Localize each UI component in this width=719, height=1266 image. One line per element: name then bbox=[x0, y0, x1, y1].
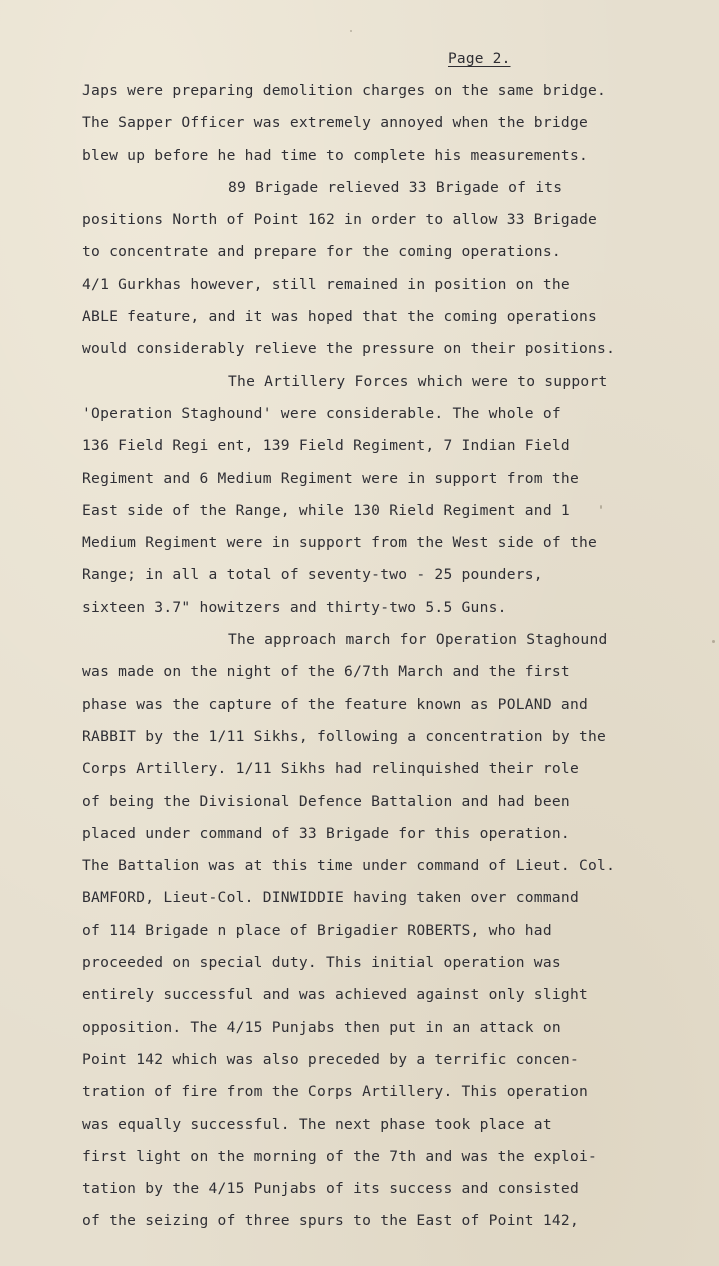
text-line: entirely successful and was achieved against only slight bbox=[82, 986, 589, 1004]
text-line: BAMFORD, Lieut-Col. DINWIDDIE having taken over command bbox=[82, 889, 579, 907]
text-line: Japs were preparing demolition charges on the same bridge. bbox=[82, 82, 607, 99]
text-line: blew up before he had time to complete his measurements. bbox=[82, 146, 589, 164]
text-line: was equally successful. The next phase took place at bbox=[82, 1115, 552, 1133]
text-line: East side of the Range, while 130 Rield Regiment and 1 bbox=[82, 501, 570, 519]
text-line: 'Operation Staghound' were considerable. The whole of bbox=[82, 404, 561, 422]
text-line: RABBIT by the 1/11 Sikhs, following a concentration by the bbox=[82, 727, 607, 745]
text-line: Regiment and 6 Medium Regiment were in support from the bbox=[82, 469, 579, 487]
paper-speck bbox=[712, 640, 715, 643]
text-line: The Battalion was at this time under command of Lieut. Col. bbox=[82, 857, 616, 875]
text-line: 4/1 Gurkhas however, still remained in position on the bbox=[82, 275, 570, 293]
text-line: to concentrate and prepare for the coming operations. bbox=[82, 243, 561, 261]
text-line: would considerably relieve the pressure on their positions. bbox=[82, 340, 616, 358]
text-line: The Artillery Forces which were to support bbox=[228, 372, 608, 390]
text-line: tration of fire from the Corps Artillery. This operation bbox=[82, 1083, 589, 1101]
text-line: placed under command of 33 Brigade for this operation. bbox=[82, 824, 570, 842]
text-line: positions North of Point 162 in order to allow 33 Brigade bbox=[82, 211, 598, 229]
text-line: of being the Divisional Defence Battalion and had been bbox=[82, 792, 570, 810]
text-line: Point 142 which was also preceded by a terrific concen- bbox=[82, 1050, 579, 1068]
paper-speck bbox=[600, 505, 602, 509]
text-line: The approach march for Operation Staghound bbox=[228, 631, 608, 649]
text-line: Corps Artillery. 1/11 Sikhs had relinquished their role bbox=[82, 760, 579, 778]
text-line: 136 Field Regi ent, 139 Field Regiment, 7 Indian Field bbox=[82, 437, 570, 455]
text-line: Range; in all a total of seventy-two - 25 pounders, bbox=[82, 566, 543, 584]
paper-speck bbox=[350, 30, 352, 32]
text-line: phase was the capture of the feature known as POLAND and bbox=[82, 695, 589, 713]
text-line: was made on the night of the 6/7th March and the first bbox=[82, 663, 570, 681]
text-line: tation by the 4/15 Punjabs of its success and consisted bbox=[82, 1180, 579, 1198]
text-line: sixteen 3.7" howitzers and thirty-two 5.5 Guns. bbox=[82, 598, 507, 616]
body-text bbox=[82, 79, 682, 1242]
text-line: ABLE feature, and it was hoped that the coming operations bbox=[82, 308, 598, 326]
text-line: of the seizing of three spurs to the East of Point 142, bbox=[82, 1212, 579, 1230]
page-number: Page 2. bbox=[448, 51, 511, 67]
text-line: Medium Regiment were in support from the West side of the bbox=[82, 534, 598, 552]
text-line: first light on the morning of the 7th and was the exploi- bbox=[82, 1147, 598, 1165]
text-line: proceeded on special duty. This initial operation was bbox=[82, 954, 561, 972]
text-line: opposition. The 4/15 Punjabs then put in an attack on bbox=[82, 1018, 561, 1036]
text-line: 89 Brigade relieved 33 Brigade of its bbox=[228, 178, 563, 196]
text-line: The Sapper Officer was extremely annoyed when the bridge bbox=[82, 114, 589, 132]
text-line: of 114 Brigade n place of Brigadier ROBERTS, who had bbox=[82, 921, 552, 939]
